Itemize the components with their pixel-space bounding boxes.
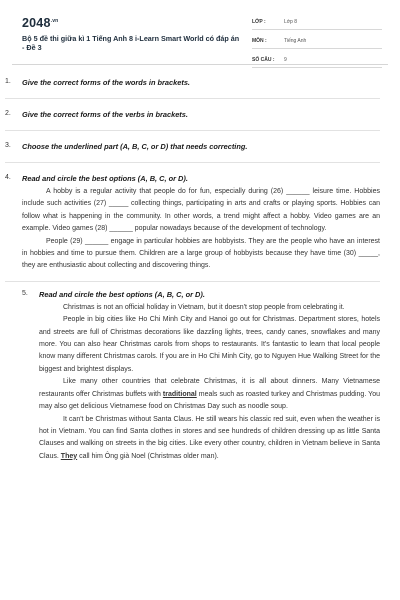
meta-key: LỚP :: [252, 19, 266, 25]
meta-value: Lớp 8: [284, 19, 298, 25]
meta-key: MÔN :: [252, 38, 267, 44]
passage-paragraph: People in big cities like Ho Chi Minh City and Hanoi go out for Christmas. Department stores, hotels and streets are full of Christmas decorations like dazzling lights, trees, candy canes, snowflakes and many more. You can also hear Christmas carols from shops to restaurants. It's fantastic to learn that local people know many different Christmas carols. If you are in Ho Chi Minh City, go to Nguyen Hue Walking Street for the biggest and brightest displays.: [39, 316, 380, 373]
question-number: 5.: [22, 289, 28, 297]
question-list: [5, 78, 380, 463]
question-number: 1.: [5, 78, 11, 85]
passage-paragraph: Like many other countries that celebrate Christmas, it is all about dinners. Many Vietnamese restaurants offer Christmas buffets with traditional meals such as roasted turkey and Christmas pudding. You may also get delicious Vietnamese food on Christmas Day such as noodle soup.: [39, 378, 380, 411]
logo-suffix: .vn: [50, 17, 59, 24]
question-4: [5, 174, 380, 282]
passage-paragraph: A hobby is a regular activity that people do for fun, especially during (26) ______ leisure time. Hobbies include such activities (27) _____ collecting things, participating in arts and crafts or playing sports. Hobbies can follow what is happening in the community. In other words, a trend might affect a hobby. Video games are an example. Video games (28) ______ popular nowadays because of the development of technology.: [22, 188, 380, 233]
question-1: [5, 78, 380, 99]
emphasized-word: They: [60, 452, 78, 460]
question-text: Read and circle the best options (A, B, C, or D).: [39, 289, 205, 299]
question-number: 2.: [5, 110, 11, 117]
page-header: [0, 0, 400, 66]
question-3: [5, 142, 380, 163]
header-divider: [12, 64, 388, 65]
site-logo[interactable]: [22, 16, 58, 30]
meta-value: Tiếng Anh: [284, 38, 307, 44]
question-number: 4.: [5, 174, 11, 181]
question-text: Give the correct forms of the verbs in brackets.: [22, 110, 188, 119]
meta-key: SỐ CÂU :: [252, 57, 275, 63]
question-text: Give the correct forms of the words in brackets.: [22, 78, 190, 87]
question-text: Read and circle the best options (A, B, C, or D).: [22, 174, 188, 183]
passage-paragraph: Christmas is not an official holiday in Vietnam, but it doesn't stop people from celebrating it.: [63, 303, 345, 311]
meta-row-count: [252, 54, 382, 68]
question-5: [22, 290, 380, 463]
question-text: Choose the underlined part (A, B, C, or D) that needs correcting.: [22, 142, 248, 151]
question-number: 3.: [5, 142, 11, 149]
passage-paragraph: People (29) ______ engage in particular hobbies are hobbyists. They are the people who have an interest in hobbies and time to pursue them. Children are a large group of hobbyists because they have time (30) _____, they are enthusiastic about collecting and discovering things.: [22, 237, 380, 270]
question-2: [5, 110, 380, 131]
logo-main: 2048: [22, 16, 51, 30]
passage-paragraph: It can't be Christmas without Santa Claus. He still wears his classic red suit, even when the weather is hot in Vietnam. You can find Santa clothes in stores and see hundreds of children dressing up as little Santa Clauses and walking on streets in the big cities. Like every other country, children in Vietnam believe in Santa Claus. They call him Ông già Noel (Christmas older man).: [39, 415, 380, 460]
document-title: Bộ 5 đề thi giữa kì 1 Tiếng Anh 8 i-Learn Smart World có đáp án - Đề 3: [22, 34, 240, 52]
meta-row-subject: [252, 35, 382, 49]
emphasized-word: traditional: [162, 390, 197, 398]
meta-row-class: [252, 16, 382, 30]
meta-value: 9: [284, 57, 287, 63]
